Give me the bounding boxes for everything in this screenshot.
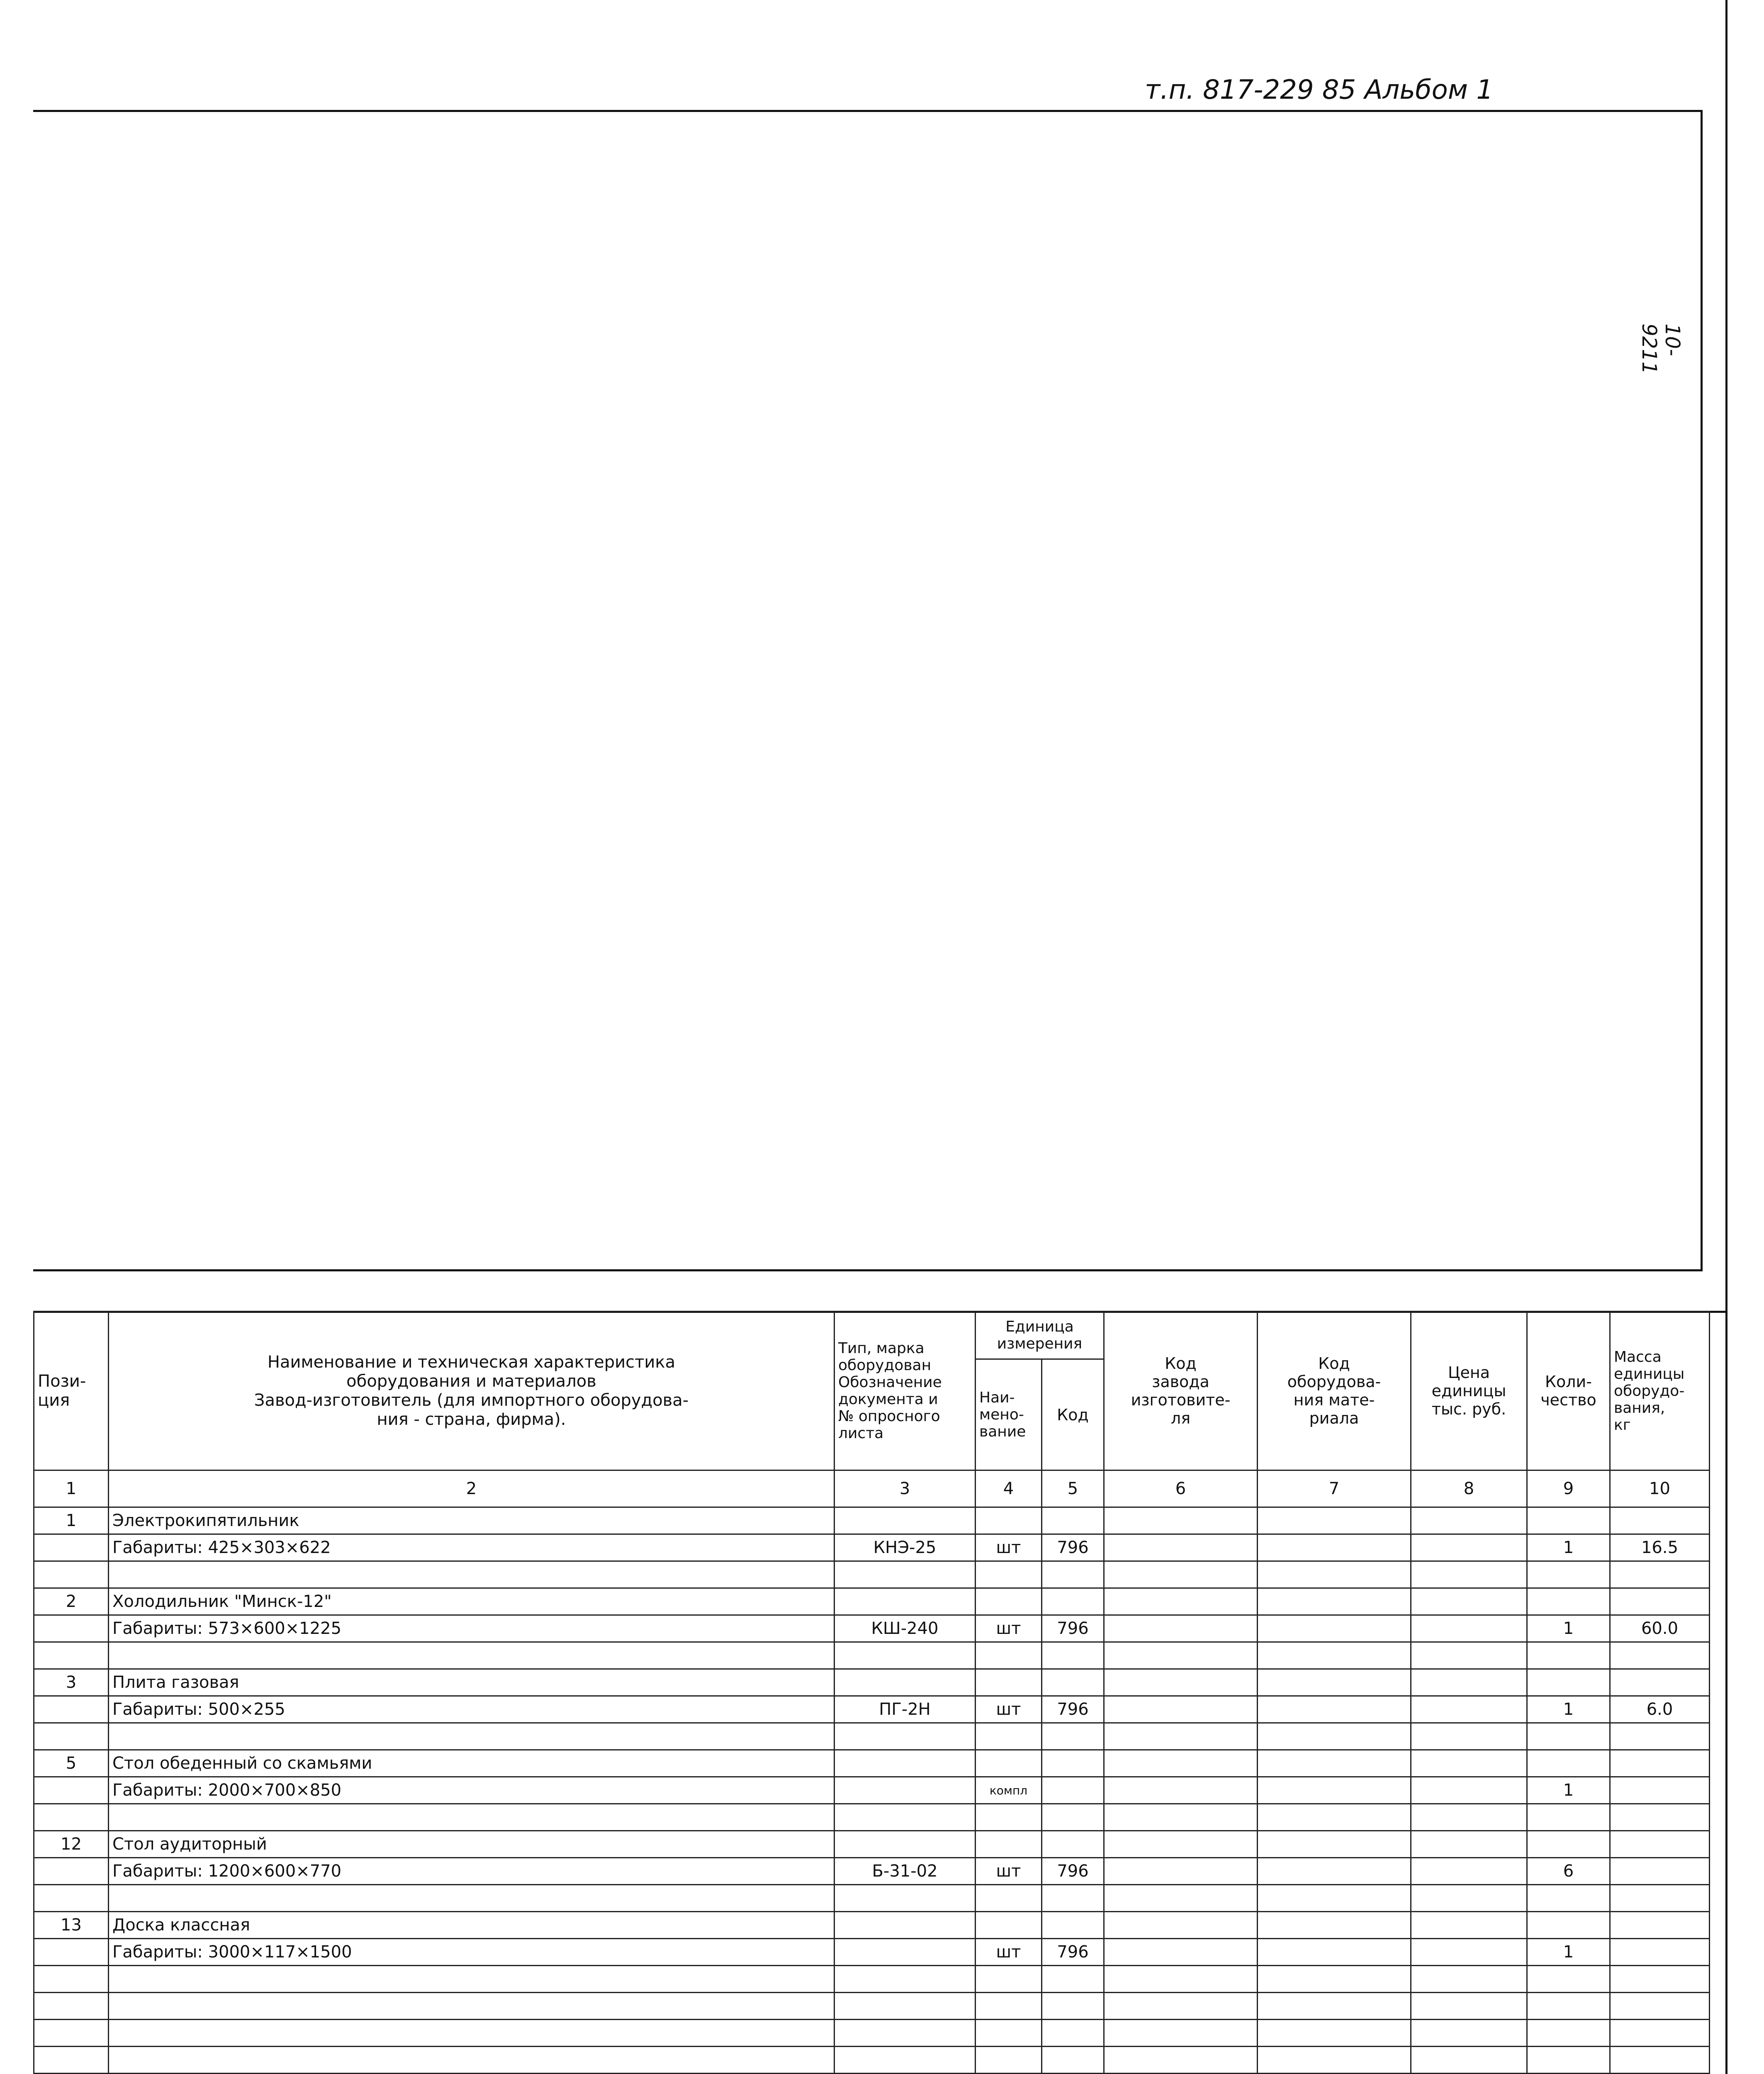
equipment-code-cell [1258,1534,1411,1561]
item-name-cell: Габариты: 3000×117×1500 [109,1939,835,1966]
unit-code-cell [1042,1588,1104,1615]
mass-cell [1610,1507,1710,1534]
position-cell: 3 [34,1669,109,1696]
factory-code-cell [1104,1642,1258,1669]
position-cell [34,1696,109,1723]
item-name-cell: Габариты: 425×303×622 [109,1534,835,1561]
equipment-code-cell [1258,1831,1411,1858]
table-row [34,1777,1710,1804]
item-name-cell: Электрокипятильник [109,1507,835,1534]
price-cell [1411,1642,1527,1669]
factory-code-cell [1104,1696,1258,1723]
quantity-cell: 1 [1527,1615,1610,1642]
unit-name-cell: шт [976,1858,1042,1885]
price-cell [1411,1507,1527,1534]
quantity-cell [1527,1588,1610,1615]
column-number-row [34,1470,1710,1507]
column-number: 9 [1527,1470,1610,1507]
table-row [34,1561,1710,1588]
item-type-cell: Б-31-02 [835,1858,976,1885]
price-cell [1411,1858,1527,1885]
mass-cell [1610,1939,1710,1966]
equipment-code-cell [1258,1669,1411,1696]
mass-cell [1610,1993,1710,2020]
price-cell [1411,1831,1527,1858]
factory-code-cell [1104,1993,1258,2020]
table-row [34,1804,1710,1831]
position-cell [34,1885,109,1912]
factory-code-cell [1104,1534,1258,1561]
item-name-cell: Стол аудиторный [109,1831,835,1858]
equipment-code-cell [1258,1912,1411,1939]
position-cell [34,1777,109,1804]
unit-code-cell: 796 [1042,1939,1104,1966]
header-price: Цена единицы тыс. руб. [1411,1312,1527,1470]
item-type-cell: ПГ-2Н [835,1696,976,1723]
unit-code-cell [1042,1777,1104,1804]
position-cell: 5 [34,1750,109,1777]
unit-code-cell [1042,1885,1104,1912]
position-cell [34,1615,109,1642]
position-cell [34,1804,109,1831]
item-name-cell [109,1561,835,1588]
quantity-cell [1527,1804,1610,1831]
unit-name-cell [976,1750,1042,1777]
unit-name-cell [976,1966,1042,1993]
column-number: 5 [1042,1470,1104,1507]
item-name-cell: Холодильник "Минск-12" [109,1588,835,1615]
unit-code-cell: 796 [1042,1696,1104,1723]
table-row [34,1885,1710,1912]
price-cell [1411,1993,1527,2020]
quantity-cell: 1 [1527,1534,1610,1561]
item-type-cell: КШ-240 [835,1615,976,1642]
equipment-code-cell [1258,1993,1411,2020]
item-type-cell: КНЭ-25 [835,1534,976,1561]
column-number: 2 [109,1470,835,1507]
mass-cell: 16.5 [1610,1534,1710,1561]
unit-name-cell: компл [976,1777,1042,1804]
table-row [34,1696,1710,1723]
item-type-cell [835,1750,976,1777]
factory-code-cell [1104,1939,1258,1966]
item-type-cell [835,1723,976,1750]
item-name-cell: Плита газовая [109,1669,835,1696]
price-cell [1411,1696,1527,1723]
quantity-cell [1527,1723,1610,1750]
item-type-cell [835,1831,976,1858]
unit-code-cell [1042,1966,1104,1993]
unit-code-cell [1042,1804,1104,1831]
table-row [34,2047,1710,2074]
unit-name-cell [976,2020,1042,2047]
price-cell [1411,1804,1527,1831]
item-name-cell: Габариты: 2000×700×850 [109,1777,835,1804]
mass-cell [1610,1885,1710,1912]
mass-cell: 60.0 [1610,1615,1710,1642]
equipment-code-cell [1258,1885,1411,1912]
header-mass: Масса единицы оборудо- вания, кг [1610,1312,1710,1470]
factory-code-cell [1104,1885,1258,1912]
item-name-cell [109,1966,835,1993]
quantity-cell [1527,1912,1610,1939]
mass-cell [1610,1561,1710,1588]
unit-code-cell [1042,1831,1104,1858]
table-row [34,1858,1710,1885]
item-type-cell [835,1507,976,1534]
item-type-cell [835,1669,976,1696]
unit-name-cell [976,1912,1042,1939]
quantity-cell [1527,2047,1610,2074]
item-name-cell [109,2020,835,2047]
quantity-cell [1527,1750,1610,1777]
column-number: 8 [1411,1470,1527,1507]
factory-code-cell [1104,1723,1258,1750]
factory-code-cell [1104,1507,1258,1534]
mass-cell [1610,1966,1710,1993]
price-cell [1411,1966,1527,1993]
position-cell [34,2020,109,2047]
table-row [34,1912,1710,1939]
unit-code-cell: 796 [1042,1615,1104,1642]
equipment-code-cell [1258,1723,1411,1750]
mass-cell [1610,1750,1710,1777]
header-equipment-code: Код оборудова- ния мате- риала [1258,1312,1411,1470]
item-type-cell [835,1588,976,1615]
column-number: 7 [1258,1470,1411,1507]
unit-code-cell: 796 [1042,1534,1104,1561]
price-cell [1411,1615,1527,1642]
mass-cell: 6.0 [1610,1696,1710,1723]
unit-name-cell [976,1669,1042,1696]
price-cell [1411,1669,1527,1696]
position-cell [34,1534,109,1561]
quantity-cell [1527,1642,1610,1669]
mass-cell [1610,1831,1710,1858]
factory-code-cell [1104,1615,1258,1642]
position-cell: 13 [34,1912,109,1939]
price-cell [1411,1750,1527,1777]
column-number: 4 [976,1470,1042,1507]
price-cell [1411,2047,1527,2074]
quantity-cell: 1 [1527,1696,1610,1723]
equipment-code-cell [1258,1507,1411,1534]
equipment-code-cell [1258,1966,1411,1993]
header-position: Пози- ция [34,1312,109,1470]
item-type-cell [835,1804,976,1831]
unit-name-cell [976,1561,1042,1588]
equipment-code-cell [1258,1804,1411,1831]
equipment-code-cell [1258,2047,1411,2074]
quantity-cell [1527,1669,1610,1696]
unit-name-cell [976,1723,1042,1750]
item-type-cell [835,1993,976,2020]
table-row [34,1831,1710,1858]
unit-name-cell [976,1885,1042,1912]
position-cell [34,1993,109,2020]
album-label: т.п. 817-229 85 Альбом 1 [1145,75,1494,105]
item-name-cell [109,1804,835,1831]
column-number: 10 [1610,1470,1710,1507]
position-cell [34,1939,109,1966]
quantity-cell [1527,1966,1610,1993]
header-factory-code: Код завода изготовите- ля [1104,1312,1258,1470]
item-type-cell [835,2047,976,2074]
position-cell [34,1723,109,1750]
factory-code-cell [1104,2020,1258,2047]
item-type-cell [835,1912,976,1939]
table-row [34,2020,1710,2047]
position-cell [34,1561,109,1588]
quantity-cell [1527,2020,1610,2047]
price-cell [1411,1777,1527,1804]
unit-name-cell: шт [976,1534,1042,1561]
price-cell [1411,1561,1527,1588]
item-name-cell [109,1885,835,1912]
price-cell [1411,1588,1527,1615]
item-type-cell [835,1777,976,1804]
item-type-cell [835,1939,976,1966]
position-cell [34,1966,109,1993]
item-name-cell: Стол обеденный со скамьями [109,1750,835,1777]
table-row [34,1642,1710,1669]
unit-name-cell: шт [976,1939,1042,1966]
quantity-cell [1527,1507,1610,1534]
table-row [34,1993,1710,2020]
equipment-code-cell [1258,1696,1411,1723]
unit-name-cell [976,1507,1042,1534]
item-name-cell [109,2047,835,2074]
unit-name-cell [976,1642,1042,1669]
unit-code-cell [1042,1507,1104,1534]
factory-code-cell [1104,1669,1258,1696]
mass-cell [1610,2047,1710,2074]
quantity-cell: 1 [1527,1777,1610,1804]
specification-table [33,1311,1710,2074]
item-name-cell [109,1993,835,2020]
unit-code-cell [1042,1642,1104,1669]
unit-name-cell [976,1993,1042,2020]
factory-code-cell [1104,1588,1258,1615]
table-row [34,1750,1710,1777]
equipment-code-cell [1258,1642,1411,1669]
equipment-code-cell [1258,1588,1411,1615]
header-unit: Единица измерения [976,1312,1104,1359]
factory-code-cell [1104,1750,1258,1777]
unit-name-cell [976,1804,1042,1831]
equipment-code-cell [1258,1561,1411,1588]
table-row [34,1534,1710,1561]
table-row [34,1723,1710,1750]
table-row [34,1507,1710,1534]
item-type-cell [835,2020,976,2047]
column-number: 3 [835,1470,976,1507]
equipment-code-cell [1258,1858,1411,1885]
mass-cell [1610,2020,1710,2047]
quantity-cell [1527,1831,1610,1858]
unit-name-cell [976,2047,1042,2074]
price-cell [1411,1534,1527,1561]
unit-name-cell: шт [976,1615,1042,1642]
position-cell [34,2047,109,2074]
quantity-cell [1527,1885,1610,1912]
factory-code-cell [1104,1777,1258,1804]
unit-code-cell [1042,1669,1104,1696]
factory-code-cell [1104,1804,1258,1831]
unit-code-cell [1042,2047,1104,2074]
price-cell [1411,1912,1527,1939]
item-type-cell [835,1642,976,1669]
item-name-cell: Габариты: 1200×600×770 [109,1858,835,1885]
price-cell [1411,1723,1527,1750]
table-row [34,1966,1710,1993]
quantity-cell: 6 [1527,1858,1610,1885]
factory-code-cell [1104,1831,1258,1858]
quantity-cell: 1 [1527,1939,1610,1966]
unit-code-cell [1042,1750,1104,1777]
mass-cell [1610,1669,1710,1696]
mass-cell [1610,1777,1710,1804]
unit-name-cell: шт [976,1696,1042,1723]
frame-top-line [33,110,1701,112]
frame-mid-line [33,1269,1703,1271]
unit-name-cell [976,1831,1042,1858]
equipment-code-cell [1258,1939,1411,1966]
item-name-cell: Габариты: 573×600×1225 [109,1615,835,1642]
mass-cell [1610,1723,1710,1750]
position-cell: 12 [34,1831,109,1858]
mass-cell [1610,1642,1710,1669]
equipment-code-cell [1258,1750,1411,1777]
position-cell [34,1858,109,1885]
header-type: Тип, марка оборудован Обозначение документа и № опросного листа [835,1312,976,1470]
unit-name-cell [976,1588,1042,1615]
unit-code-cell [1042,1723,1104,1750]
position-cell [34,1642,109,1669]
equipment-code-cell [1258,1615,1411,1642]
mass-cell [1610,1858,1710,1885]
table-row [34,1669,1710,1696]
factory-code-cell [1104,1966,1258,1993]
side-code: 10-9211 [1637,324,1684,375]
unit-code-cell [1042,1993,1104,2020]
price-cell [1411,1885,1527,1912]
item-name-cell [109,1723,835,1750]
equipment-code-cell [1258,1777,1411,1804]
header-quantity: Коли- чество [1527,1312,1610,1470]
factory-code-cell [1104,1912,1258,1939]
header-name: Наименование и техническая характеристика оборудования и материалов Завод-изготовитель (для импортного оборудова- ния - страна, фирма). [109,1312,835,1470]
unit-code-cell [1042,1912,1104,1939]
factory-code-cell [1104,2047,1258,2074]
table-row [34,1615,1710,1642]
mass-cell [1610,1588,1710,1615]
position-cell: 2 [34,1588,109,1615]
item-name-cell: Габариты: 500×255 [109,1696,835,1723]
quantity-cell [1527,1993,1610,2020]
table-row [34,1588,1710,1615]
price-cell [1411,1939,1527,1966]
column-number: 6 [1104,1470,1258,1507]
item-name-cell [109,1642,835,1669]
unit-code-cell: 796 [1042,1858,1104,1885]
item-type-cell [835,1885,976,1912]
mass-cell [1610,1804,1710,1831]
factory-code-cell [1104,1561,1258,1588]
item-type-cell [835,1561,976,1588]
factory-code-cell [1104,1858,1258,1885]
position-cell: 1 [34,1507,109,1534]
header-unit-name: Наи- мено- вание [976,1359,1042,1470]
spec-header-row [34,1312,1710,1359]
mass-cell [1610,1912,1710,1939]
column-number: 1 [34,1470,109,1507]
unit-code-cell [1042,2020,1104,2047]
quantity-cell [1527,1561,1610,1588]
unit-code-cell [1042,1561,1104,1588]
frame-right-line [1701,110,1703,1271]
price-cell [1411,2020,1527,2047]
header-unit-code: Код [1042,1359,1104,1470]
frame-outer-right-line [1725,0,1728,2074]
item-type-cell [835,1966,976,1993]
equipment-code-cell [1258,2020,1411,2047]
item-name-cell: Доска классная [109,1912,835,1939]
table-row [34,1939,1710,1966]
